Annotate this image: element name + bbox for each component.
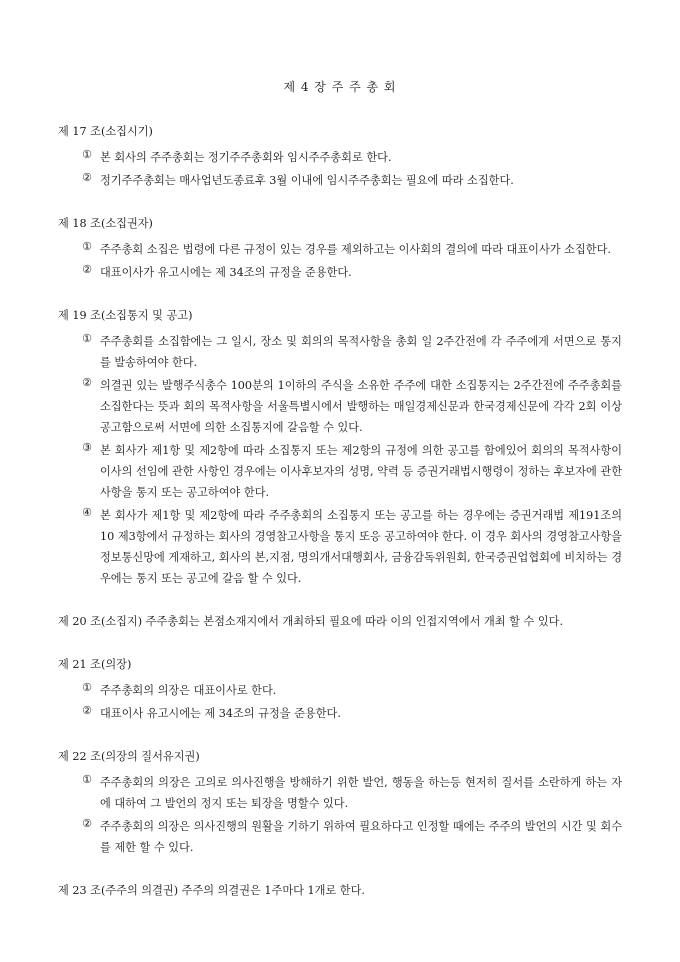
clause-text: 주주총회를 소집함에는 그 일시, 장소 및 회의의 목적사항을 총회 일 2주간전에 각 주주에게 서면으로 통지를 발송하여야 한다. (100, 335, 622, 369)
clause-text: 본 회사가 제1항 및 제2항에 따라 소집통지 또는 제2항의 규정에 의한 공고를 함에있어 회의의 목적사항이 이사의 선임에 관한 사항인 경우에는 이사후보자의 성명, 약력 등 증권거래법시행령이 정하는 후보자에 관한 사항을 통지 또는 공고하여야 한다. (100, 444, 622, 499)
clause-text: 본 회사의 주주총회는 정기주주총회와 임시주주총회로 한다. (100, 151, 392, 164)
clause-item (58, 772, 622, 814)
article (58, 611, 622, 632)
clause-list (58, 331, 622, 589)
clause-text: 대표이사 유고시에는 제 34조의 규정을 준용한다. (100, 707, 341, 720)
clause-text: 정기주주총회는 매사업년도종료후 3월 이내에 임시주주총회는 필요에 따라 소집한다. (100, 174, 514, 187)
clause-item (58, 505, 622, 589)
clause-number: ④ (82, 506, 92, 519)
clause-text: 대표이사가 유고시에는 제 34조의 규정을 준용한다. (100, 266, 352, 279)
articles-list (58, 121, 622, 901)
clause-text: 주주총회의 의장은 대표이사로 한다. (100, 684, 277, 697)
clause-text: 의결권 있는 발행주식총수 100분의 1이하의 주식을 소유한 주주에 대한 소집통지는 2주간전에 주주총회를 소집한다는 뜻과 회의 목적사항을 서울특별시에서 발행하는 매일경제신문과 한국경제신문에 각각 2회 이상 공고함으로써 서면에 의한 소집통지에 갈음할 수 있다. (100, 379, 622, 434)
clause-item (58, 170, 622, 191)
clause-number: ① (82, 681, 92, 694)
clause-list (58, 147, 622, 191)
clause-number: ① (82, 148, 92, 161)
article (58, 121, 622, 191)
article (58, 305, 622, 589)
clause-text: 본 회사가 제1항 및 제2항에 따라 주주총회의 소집통지 또는 공고를 하는 경우에는 증권거래법 제191조의 10 제3항에서 규정하는 회사의 경영참고사항을 통지 또응 공고하여야 한다. 이 경우 회사의 경영참고사항을 정보통신망에 게재하고, 회사의 본,지점, 명의개서대행회사, 금융감독위원회, 한국증권업협회에 비치하는 경우에는 통지 또는 공고에 갈음 할 수 있다. (100, 509, 622, 585)
clause-text: 주주총회의 의장은 고의로 의사진행을 방해하기 위한 발언, 행동을 하는등 현저히 질서를 소란하게 하는 자에 대하여 그 발언의 정지 또는 퇴장을 명할수 있다. (100, 776, 622, 810)
clause-item (58, 147, 622, 168)
clause-item (58, 440, 622, 503)
clause-number: ② (82, 704, 92, 717)
clause-item (58, 703, 622, 724)
clause-number: ② (82, 376, 92, 389)
clause-list (58, 239, 622, 283)
clause-item (58, 331, 622, 373)
clause-number: ① (82, 773, 92, 786)
clause-number: ② (82, 817, 92, 830)
clause-item (58, 375, 622, 438)
clause-text: 주주총회 소집은 법령에 다른 규정이 있는 경우를 제외하고는 이사회의 결의에 따라 대표이사가 소집한다. (100, 243, 611, 256)
clause-number: ③ (82, 441, 92, 454)
clause-number: ① (82, 240, 92, 253)
clause-item (58, 239, 622, 260)
clause-number: ② (82, 263, 92, 276)
article-heading: 제 21 조(의장) (58, 658, 132, 671)
article-heading: 제 22 조(의장의 질서유지권) (58, 750, 200, 763)
clause-list (58, 772, 622, 858)
article-heading: 제 19 조(소집통지 및 공고) (58, 309, 193, 322)
article (58, 746, 622, 858)
article (58, 654, 622, 724)
clause-number: ① (82, 332, 92, 345)
article (58, 880, 622, 901)
article-heading: 제 20 조(소집지) 주주총회는 본점소재지에서 개최하되 필요에 따라 이의 인접지역에서 개최 할 수 있다. (58, 615, 564, 628)
clause-item (58, 816, 622, 858)
clause-text: 주주총회의 의장은 의사진행의 원활을 기하기 위하여 필요하다고 인정할 때에는 주주의 발언의 시간 및 회수를 제한 할 수 있다. (100, 820, 622, 854)
article-heading: 제 23 조(주주의 의결권) 주주의 의결권은 1주마다 1개로 한다. (58, 884, 365, 897)
clause-number: ② (82, 171, 92, 184)
clause-item (58, 680, 622, 701)
clause-item (58, 262, 622, 283)
article-heading: 제 17 조(소집시기) (58, 125, 153, 138)
clause-list (58, 680, 622, 724)
chapter-title: 제 4 장 주 주 총 회 (283, 80, 397, 94)
article (58, 213, 622, 283)
article-heading: 제 18 조(소집권자) (58, 217, 153, 230)
